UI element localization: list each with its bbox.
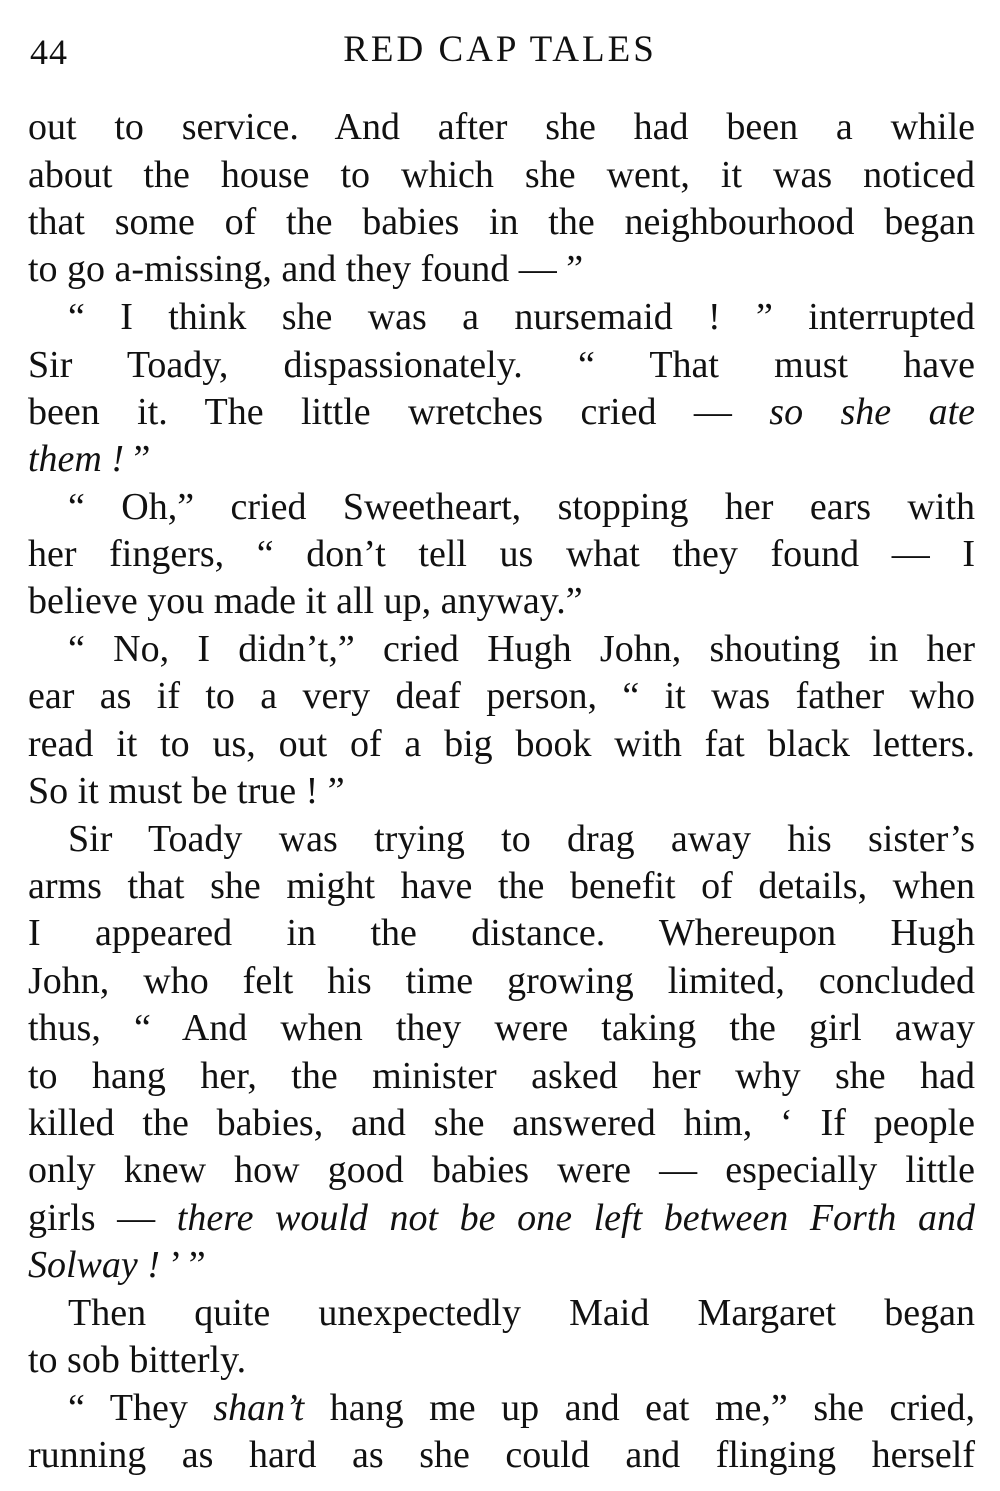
text-line: thus, “ And when they were taking the girl away [28, 1007, 975, 1049]
text-line: Then quite unexpectedly Maid Margaret began [68, 1292, 975, 1334]
italic-text: them ! [28, 438, 125, 480]
text-line: only knew how good babies were — especially little [28, 1149, 975, 1191]
text-line: arms that she might have the benefit of details, when [28, 865, 975, 907]
text-line: ear as if to a very deaf person, “ it was father who [28, 675, 975, 717]
text-line: Sir Toady, dispassionately. “ That must have [28, 344, 975, 386]
text-line: to hang her, the minister asked her why she had [28, 1055, 975, 1097]
text-line: “ No, I didn’t,” cried Hugh John, shouting in her [68, 628, 975, 670]
italic-text: so she ate [769, 391, 975, 433]
text-line [68, 1385, 975, 1432]
text-line: to sob bitterly. [28, 1339, 247, 1381]
text-line: I appeared in the distance. Whereupon Hugh [28, 912, 975, 954]
text-line [28, 436, 975, 483]
running-head: RED CAP TALES [343, 29, 657, 70]
italic-text: there would not be one left between Forth and [176, 1197, 976, 1239]
text-line: believe you made it all up, anyway.” [28, 580, 583, 622]
italic-text: shan’t [213, 1387, 305, 1429]
text-line: read it to us, out of a big book with fat black letters. [28, 723, 975, 765]
text-line: out to service. And after she had been a while [28, 106, 975, 148]
text-line: her fingers, “ don’t tell us what they found — I [28, 533, 975, 575]
text-span: “ They [68, 1387, 188, 1429]
text-line: “ I think she was a nursemaid ! ” interrupted [68, 296, 975, 338]
text-line: to go a-missing, and they found — ” [28, 248, 584, 290]
text-span: ” [124, 438, 151, 480]
text-line: “ Oh,” cried Sweetheart, stopping her ears with [68, 486, 975, 528]
text-line: running as hard as she could and flinging herself [28, 1434, 975, 1476]
text-span: girls — [28, 1197, 156, 1239]
page-number: 44 [30, 32, 68, 72]
text-span: been it. The little wretches cried — [28, 391, 732, 433]
text-line [28, 389, 975, 436]
text-span: ’ ” [159, 1244, 206, 1286]
text-line: So it must be true ! ” [28, 770, 345, 812]
text-line: about the house to which she went, it was noticed [28, 154, 975, 196]
italic-text: Solway ! [28, 1244, 160, 1286]
text-line: Sir Toady was trying to drag away his sister’s [68, 818, 975, 860]
text-line [28, 1242, 975, 1289]
text-line: John, who felt his time growing limited, concluded [28, 960, 975, 1002]
text-line: killed the babies, and she answered him, ‘ If people [28, 1102, 975, 1144]
text-line: that some of the babies in the neighbourhood began [28, 201, 975, 243]
text-line [28, 1195, 975, 1242]
text-span: hang me up and eat me,” she cried, [329, 1387, 976, 1429]
